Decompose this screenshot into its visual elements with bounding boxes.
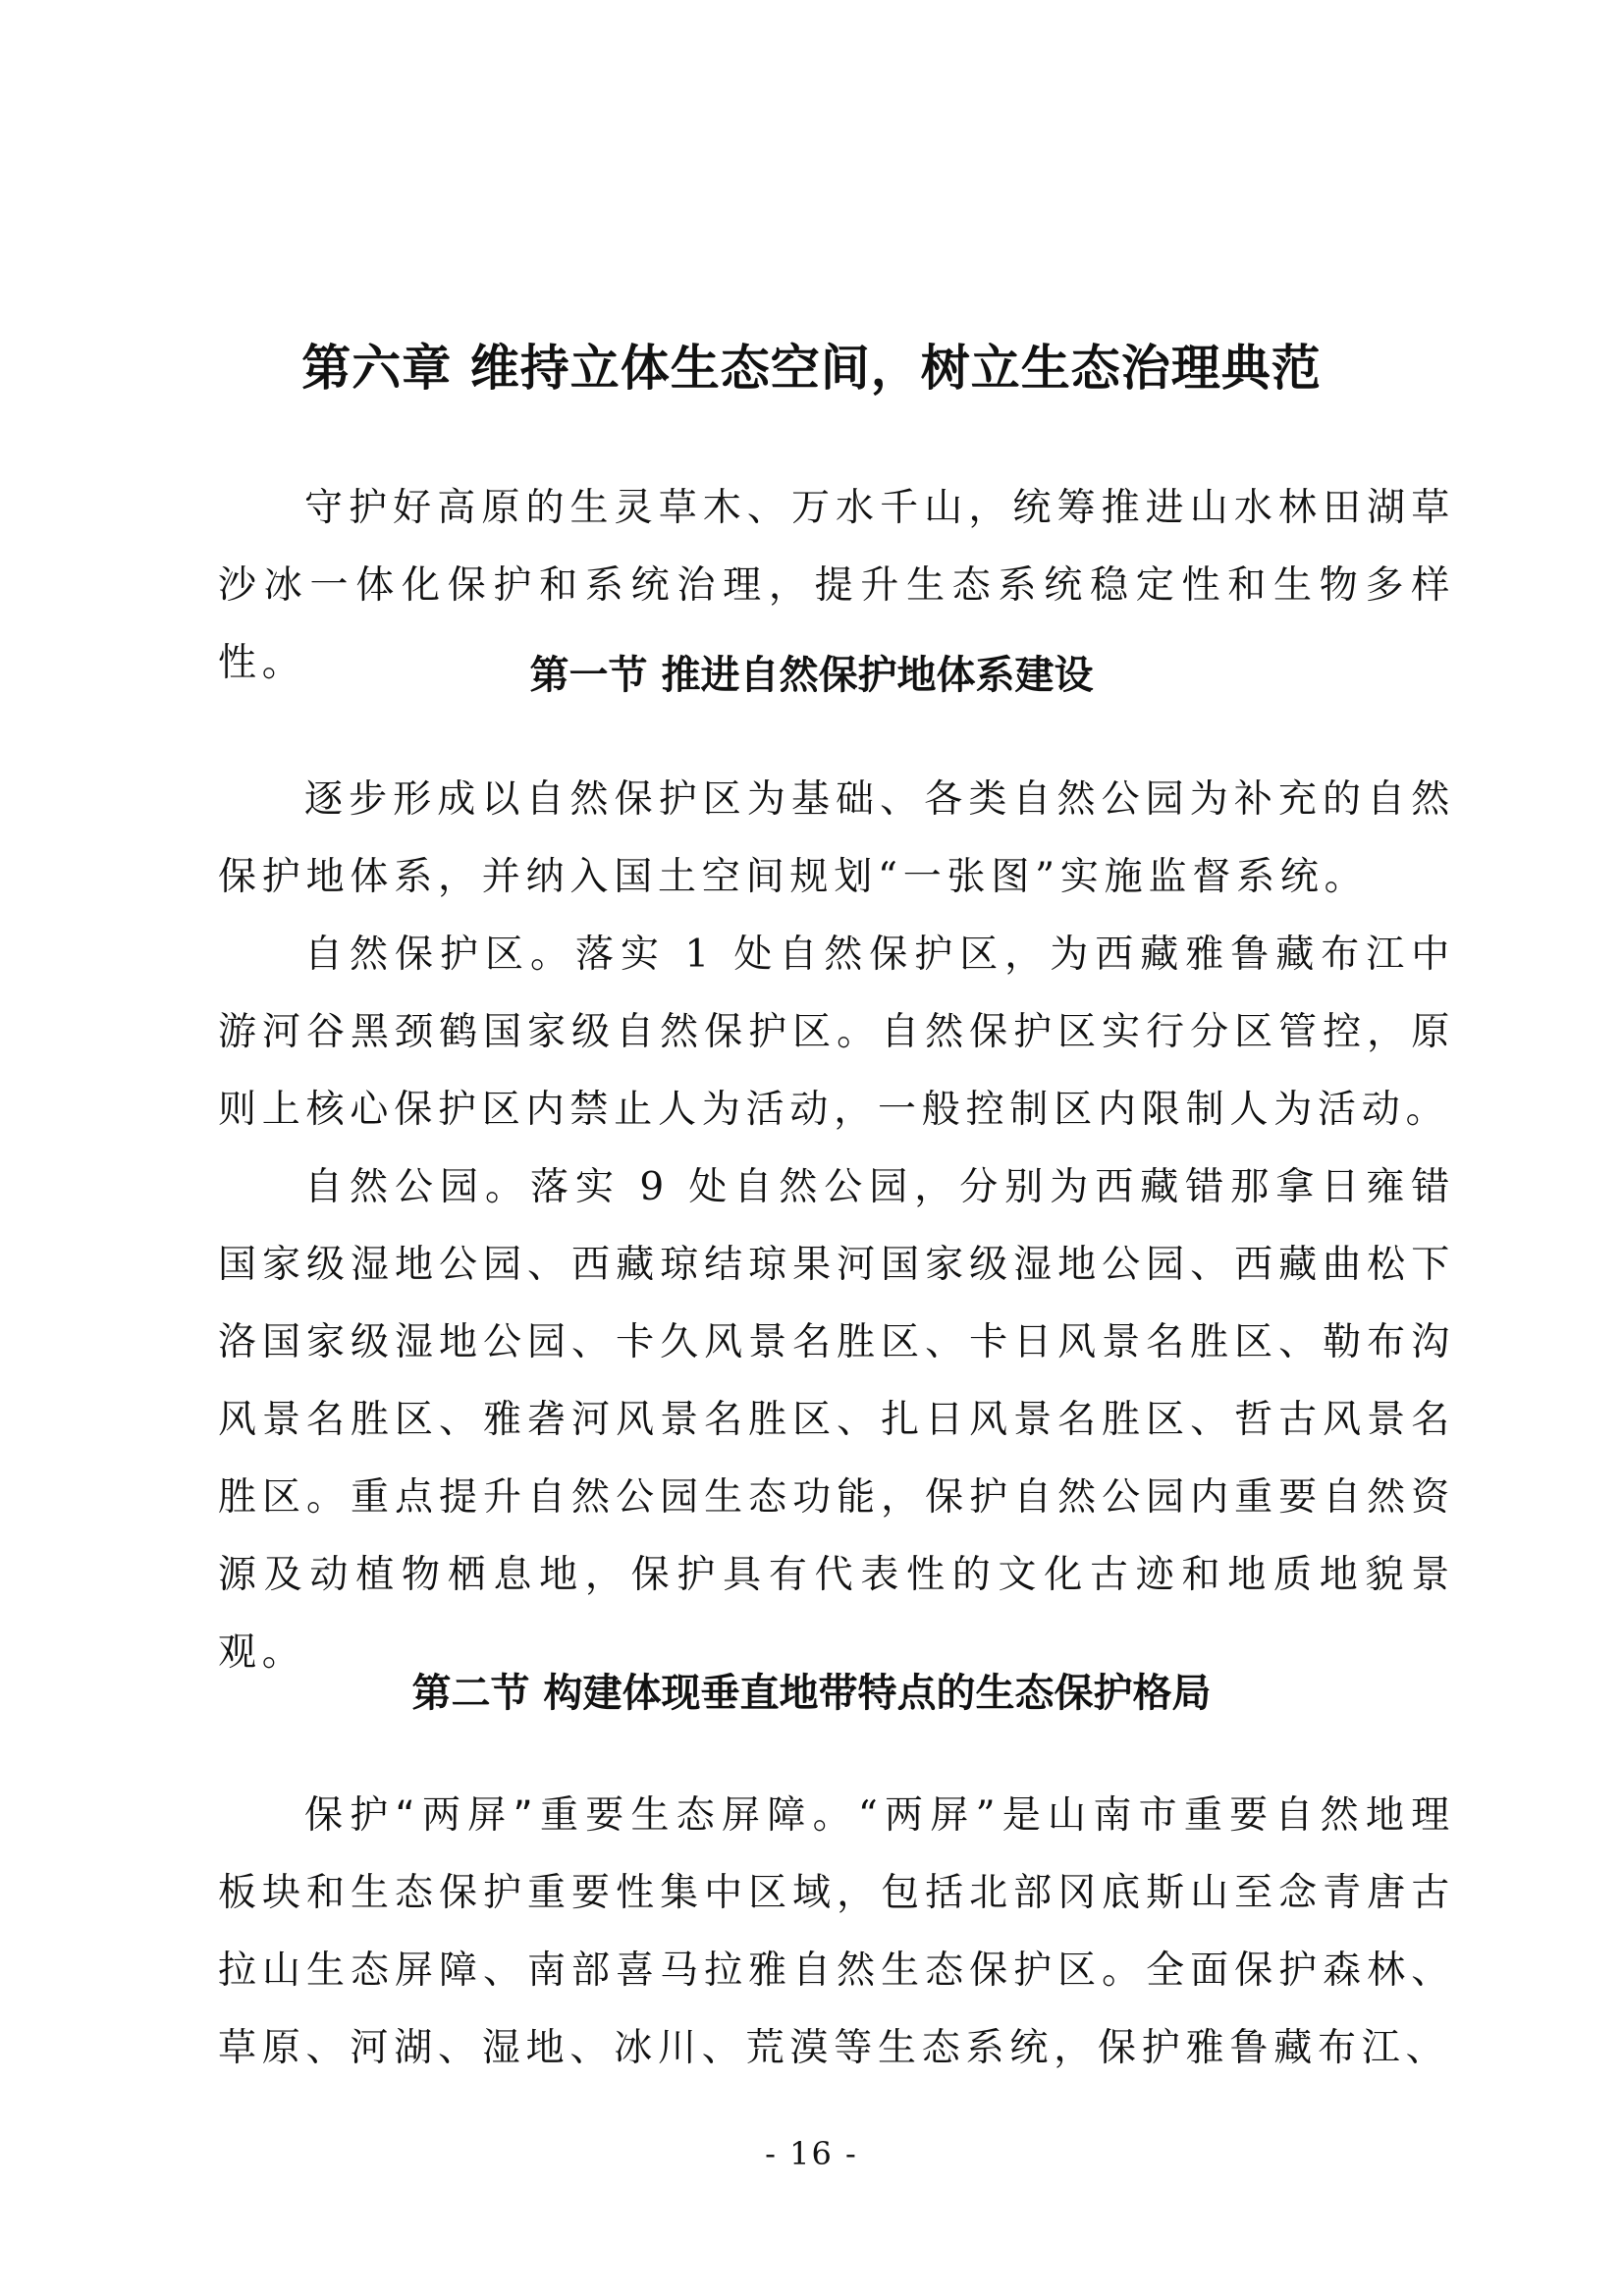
nature-park-text: 。落实 9 处自然公园，分别为西藏错那拿日雍错国家级湿地公园、西藏琼结琼果河国家级湿地公园、西藏曲松下洛国家级湿地公园、卡久风景名胜区、卡日风景名胜区、勒布沟风景名胜区、雅砻河风景名胜区、扎日风景名胜区、哲古风景名胜区。重点提升自然公园生态功能，保护自然公园内重要自然资源及动植物栖息地，保护具有代表性的文化古迹和地质地貌景观。 <box>218 1165 1455 1675</box>
section-2-paragraph-1 <box>218 1777 1455 2087</box>
section-1-paragraph-3 <box>218 1148 1455 1691</box>
chapter-intro-paragraph: 守护好高原的生灵草木、万水千山，统筹推进山水林田湖草沙冰一体化保护和系统治理，提升生态系统稳定性和生物多样性。 <box>218 486 1455 685</box>
two-screens-lead: 保护“两屏”重要生态屏障 <box>304 1793 813 1838</box>
chapter-title: 第六章 维持立体生态空间，树立生态治理典范 <box>301 339 1322 397</box>
section-1-title: 第一节 推进自然保护地体系建设 <box>529 653 1094 698</box>
two-screens-text: 。“两屏”是山南市重要自然地理板块和生态保护重要性集中区域，包括北部冈底斯山至念青唐古拉山生态屏障、南部喜马拉雅自然生态保护区。全面保护森林、草原、河湖、湿地、冰川、荒漠等生态系统，保护雅鲁藏布江、 <box>218 1793 1455 2070</box>
page-number: - 16 - <box>765 2135 858 2172</box>
nature-reserve-lead: 自然保护区 <box>304 933 530 977</box>
section-1-paragraph-1: 逐步形成以自然保护区为基础、各类自然公园为补充的自然保护地体系，并纳入国土空间规划“一张图”实施监督系统。 <box>218 777 1455 899</box>
section-1-paragraph-2 <box>218 916 1455 1148</box>
section-2-title: 第二节 构建体现垂直地带特点的生态保护格局 <box>411 1671 1212 1716</box>
nature-reserve-text: 。落实 1 处自然保护区，为西藏雅鲁藏布江中游河谷黑颈鹤国家级自然保护区。自然保护区实行分区管控，原则上核心保护区内禁止人为活动，一般控制区内限制人为活动。 <box>218 933 1455 1132</box>
nature-park-lead: 自然公园 <box>304 1165 485 1209</box>
